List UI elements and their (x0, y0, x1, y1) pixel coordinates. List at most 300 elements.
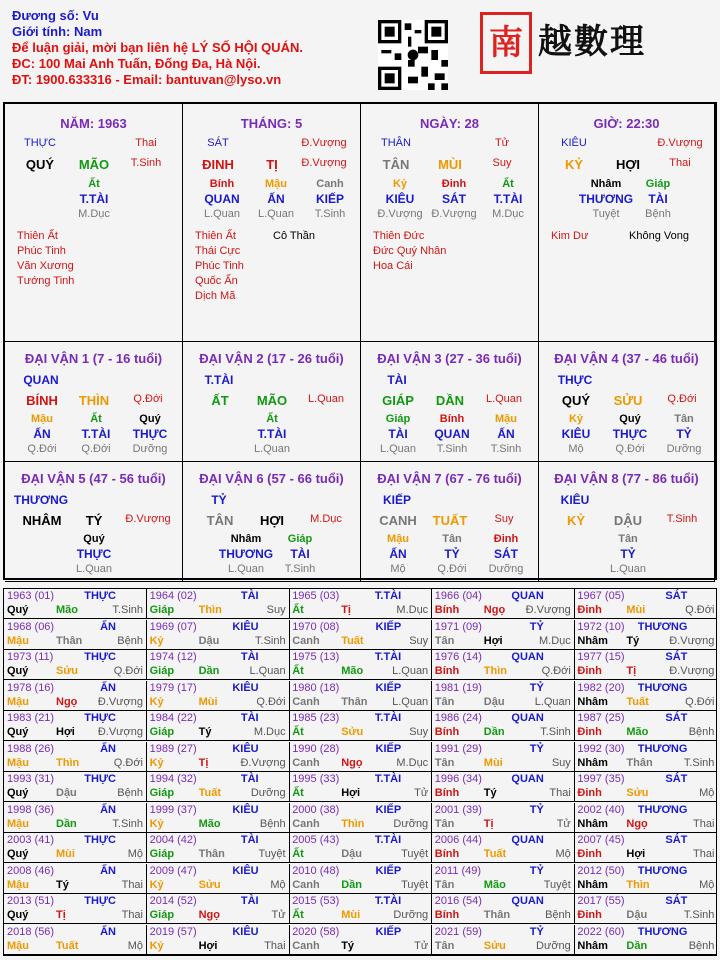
year-cell (147, 620, 290, 650)
year-chi: Tị (198, 756, 209, 769)
hidden-god: TÀI (648, 192, 668, 206)
year-cell (574, 742, 717, 772)
dai-van-hidden: Kỷ (568, 413, 584, 425)
dai-van-hidden-life: Dưỡng (132, 443, 168, 455)
dai-van-hidden: Nhâm (230, 533, 262, 545)
year-chi: Mùi (341, 909, 361, 921)
year-label: 1985 (23) (292, 712, 340, 724)
year-god: SÁT (665, 773, 688, 785)
year-chi: Thân (341, 695, 368, 708)
year-god: QUAN (511, 712, 544, 724)
year-chi: Thân (626, 756, 653, 769)
dai-van-hidden-god: SÁT (494, 547, 518, 561)
star-item: Dịch Mã (195, 290, 236, 302)
year-can: Giáp (149, 665, 175, 677)
year-cell (574, 650, 717, 680)
star-item: Văn Xương (17, 260, 74, 272)
dai-van-hidden-life: Q.Đới (615, 443, 645, 455)
year-label: 2008 (46) (7, 864, 55, 877)
year-cell (147, 589, 290, 619)
dai-van-title: ĐẠI VẬN 7 (67 - 76 tuổi) (377, 471, 522, 486)
pillar-chi: TỊ (266, 157, 278, 172)
year-god: KIẾP (375, 803, 402, 816)
pillar-god: THÂN (381, 137, 411, 149)
year-label: 1970 (08) (292, 620, 340, 633)
dai-van-god: TÀI (387, 373, 407, 387)
year-life: Mộ (270, 878, 286, 891)
year-chi: Mùi (198, 695, 218, 708)
year-god: KIÊU (232, 864, 259, 877)
hidden-life: T.Sinh (314, 208, 346, 220)
year-life: Tuyệt (401, 848, 429, 860)
year-label: 2005 (43) (292, 834, 340, 846)
dai-van-hidden: Ất (266, 413, 278, 425)
year-chi: Ngọ (56, 695, 78, 708)
year-chi: Tị (483, 817, 494, 830)
year-chi: Sửu (56, 665, 79, 677)
year-can: Giáp (149, 909, 175, 921)
year-god: THỰC (84, 651, 116, 663)
year-god: SÁT (665, 712, 688, 724)
pillar-title: NĂM: 1963 (60, 116, 127, 131)
year-life: Dưỡng (536, 939, 571, 952)
year-label: 1993 (31) (7, 773, 55, 785)
year-can: Quý (7, 848, 29, 860)
year-label: 1969 (07) (149, 620, 197, 633)
year-can: Bính (434, 665, 460, 677)
year-cell (4, 803, 147, 833)
year-god: KIÊU (232, 681, 259, 694)
year-life: Mộ (127, 939, 143, 952)
year-chi: Tị (626, 665, 637, 677)
year-chi: Tý (56, 878, 69, 891)
header-info (12, 8, 303, 88)
year-god: QUAN (511, 773, 544, 785)
dai-van-title: ĐẠI VẬN 1 (7 - 16 tuổi) (24, 351, 163, 366)
year-label: 2013 (51) (7, 895, 55, 907)
pillar-chi: MÃO (78, 157, 110, 172)
dai-van-can: ẤT (211, 393, 229, 408)
year-cell (147, 772, 290, 802)
year-label: 1996 (34) (434, 773, 482, 785)
year-god: THỰC (84, 895, 116, 907)
year-cell (432, 589, 575, 619)
year-chi: Dần (626, 939, 648, 952)
year-can: Đinh (577, 787, 602, 799)
year-can: Canh (292, 817, 320, 830)
year-cell (432, 833, 575, 863)
year-can: Giáp (149, 787, 175, 799)
year-life: Mộ (127, 848, 143, 860)
year-life: Đ.Vượng (240, 756, 286, 769)
year-cell (574, 803, 717, 833)
year-life: T.Sinh (540, 726, 571, 738)
pillar-chi: MÙI (438, 157, 462, 172)
year-life: M.Dục (396, 756, 429, 769)
pillar-title: THÁNG: 5 (240, 116, 303, 131)
pillar-title: NGÀY: 28 (420, 116, 479, 131)
year-god: TÀI (240, 773, 259, 785)
dai-van-hidden-god: ẤN (389, 547, 407, 561)
year-cell (432, 711, 575, 741)
year-cell (4, 681, 147, 711)
year-can: Nhâm (577, 695, 608, 708)
dai-van-hidden-god: T.TÀI (257, 427, 287, 441)
year-god: TÀI (240, 712, 259, 724)
year-label: 1966 (04) (434, 590, 482, 602)
year-life: Suy (266, 604, 286, 616)
year-chi: Tuất (56, 939, 79, 952)
year-label: 1992 (30) (577, 742, 625, 755)
year-label: 2021 (59) (434, 925, 482, 938)
gender-label: Giới tính: (12, 24, 71, 39)
year-label: 2012 (50) (577, 864, 625, 877)
hidden-stem: Bính (209, 178, 235, 190)
year-can: Nhâm (577, 634, 608, 647)
year-can: Kỷ (149, 634, 164, 647)
year-cell (432, 864, 575, 894)
year-label: 1988 (26) (7, 742, 55, 755)
year-can: Mậu (7, 695, 29, 708)
year-god: THỰC (84, 773, 116, 785)
year-life: Dưỡng (250, 787, 286, 799)
dai-van-hidden: Quý (83, 533, 105, 545)
year-can: Ất (292, 909, 304, 921)
dai-van-hidden-life: Mộ (568, 443, 584, 455)
year-god: TÀI (240, 895, 259, 907)
year-god: TỶ (529, 620, 544, 633)
dai-van-life: Suy (494, 513, 514, 525)
year-life: Bệnh (688, 939, 715, 952)
pillar-can: QUÝ (25, 157, 55, 172)
pillar-god: KIÊU (561, 137, 587, 149)
year-chi: Mùi (56, 848, 75, 860)
year-god: KIẾP (375, 742, 402, 755)
dai-van-hidden-life: T.Sinh (490, 443, 522, 455)
year-cell (4, 650, 147, 680)
dai-van-cell (539, 462, 715, 582)
year-can: Đinh (577, 665, 602, 677)
pillar-god: SÁT (207, 137, 229, 149)
hidden-stem: Kỷ (392, 178, 408, 190)
dai-van-hidden-god: TÀI (290, 547, 310, 561)
year-cell (147, 833, 290, 863)
year-can: Canh (292, 634, 320, 647)
year-god: SÁT (665, 895, 688, 907)
dai-van-hidden: Bính (439, 413, 465, 425)
year-cell (574, 711, 717, 741)
dai-van-cell (183, 462, 361, 582)
year-chi: Hợi (341, 787, 361, 799)
year-god: TÀI (240, 590, 259, 602)
year-label: 1987 (25) (577, 712, 625, 724)
year-can: Đinh (577, 726, 602, 738)
year-cell (289, 589, 432, 619)
year-chi: Ngọ (198, 909, 220, 921)
dai-van-can: GIÁP (382, 393, 414, 408)
year-cell (574, 864, 717, 894)
year-chi: Dậu (198, 634, 220, 647)
year-life: Bệnh (117, 787, 143, 799)
year-label: 1982 (20) (577, 681, 625, 694)
hidden-god: ẤN (267, 192, 285, 206)
year-chi: Dần (56, 817, 77, 830)
year-cell (147, 650, 290, 680)
dai-van-life: L.Quan (485, 393, 523, 405)
year-life: Q.Đới (113, 665, 143, 677)
year-label: 1995 (33) (292, 773, 340, 785)
year-life: Thai (549, 787, 571, 799)
year-chi: Tị (56, 909, 66, 921)
year-god: THỰC (84, 712, 116, 724)
pillar-cell (539, 104, 715, 342)
dai-van-god: KIẾP (382, 493, 411, 507)
year-chi: Tuất (341, 634, 364, 647)
star-item: Không Vong (629, 230, 689, 242)
qr-code-icon (378, 20, 448, 90)
dai-van-cell (539, 342, 715, 462)
hidden-life: M.Dục (78, 208, 110, 220)
year-life: Q.Đới (256, 695, 286, 708)
pillar-can: ĐINH (202, 157, 234, 172)
year-can: Canh (292, 939, 320, 952)
year-chi: Tị (341, 604, 351, 616)
year-god: T.TÀI (374, 712, 402, 724)
star-item: Kim Dư (551, 230, 589, 242)
year-can: Đinh (577, 909, 602, 921)
pillar-cell (5, 104, 183, 342)
year-can: Mậu (7, 634, 29, 647)
year-god: TỶ (529, 864, 544, 877)
year-label: 1964 (02) (149, 590, 197, 602)
year-god: KIẾP (375, 864, 402, 877)
year-cell (432, 650, 575, 680)
year-chi: Mùi (483, 756, 503, 769)
year-chi: Thân (198, 848, 225, 860)
dai-van-hidden: Mậu (387, 533, 409, 545)
year-cell (432, 620, 575, 650)
star-item: Tướng Tinh (17, 275, 75, 287)
year-cell (289, 742, 432, 772)
year-label: 2022 (60) (577, 925, 625, 938)
hidden-god: T.TÀI (493, 192, 523, 206)
year-label: 1973 (11) (7, 651, 54, 663)
year-label: 2003 (41) (7, 834, 55, 846)
year-can: Bính (434, 848, 460, 860)
year-label: 2007 (45) (577, 834, 625, 846)
dai-van-hidden-life: L.Quan (379, 443, 417, 455)
year-cell (147, 803, 290, 833)
year-can: Nhâm (577, 817, 608, 830)
year-life: Suy (409, 726, 429, 738)
year-god: T.TÀI (374, 773, 402, 785)
dai-van-hidden-life: L.Quan (609, 563, 647, 575)
year-label: 2014 (52) (149, 895, 197, 907)
dai-van-hidden: Ất (90, 413, 102, 425)
year-chi: Mão (483, 878, 506, 891)
year-life: Đ.Vượng (669, 634, 715, 647)
year-life: Bệnh (259, 817, 286, 830)
dai-van-cell (361, 462, 539, 582)
dai-van-hidden-god: TỶ (444, 547, 460, 561)
year-cell (147, 894, 290, 924)
year-god: SÁT (665, 590, 688, 602)
hidden-stem: Ất (502, 178, 514, 190)
year-life: M.Dục (396, 604, 429, 616)
year-god: THƯƠNG (637, 925, 688, 938)
year-cell (432, 925, 575, 955)
year-chi: Hợi (483, 634, 503, 647)
pillar-chi-life: T.Sinh (130, 157, 162, 169)
dai-van-hidden-life: L.Quan (227, 563, 265, 575)
year-god: T.TÀI (374, 834, 402, 846)
year-label: 2000 (38) (292, 803, 340, 816)
year-can: Bính (434, 604, 460, 616)
dai-van-hidden: Tân (618, 533, 638, 545)
year-cell (432, 681, 575, 711)
year-life: Mộ (699, 787, 715, 799)
dai-van-hidden: Quý (139, 413, 161, 425)
year-can: Tân (434, 817, 455, 830)
year-life: Thai (692, 848, 715, 860)
year-god: QUAN (511, 651, 544, 663)
pillar-god: THỰC (23, 137, 56, 149)
dai-van-hidden: Mậu (495, 413, 517, 425)
yearly-luck-table (3, 588, 717, 956)
year-chi: Hợi (626, 848, 646, 860)
year-can: Canh (292, 695, 320, 708)
year-chi: Dậu (626, 909, 648, 921)
year-can: Ất (292, 848, 304, 860)
year-life: L.Quan (392, 695, 429, 708)
year-chi: Thìn (483, 665, 508, 677)
dai-van-cell (5, 342, 183, 462)
year-chi: Thân (483, 909, 511, 921)
year-can: Bính (434, 787, 460, 799)
year-label: 2006 (44) (434, 834, 482, 846)
year-life: Tuyệt (543, 878, 571, 891)
dai-van-hidden-life: Dưỡng (666, 443, 702, 455)
year-life: Bệnh (117, 634, 143, 647)
dai-van-can: BÍNH (26, 393, 58, 408)
year-life: Q.Đới (685, 604, 715, 616)
year-life: Đ.Vượng (525, 604, 571, 616)
year-god: KIÊU (232, 925, 259, 938)
year-god: TỶ (529, 681, 544, 694)
year-label: 1991 (29) (434, 742, 482, 755)
pillar-cell (183, 104, 361, 342)
hidden-stem: Đinh (441, 178, 467, 190)
hidden-life: Tuyệt (592, 208, 620, 220)
dai-van-can: NHÂM (22, 513, 62, 528)
year-chi: Ngọ (626, 817, 648, 830)
year-chi: Mùi (626, 604, 646, 616)
year-label: 2009 (47) (149, 864, 197, 877)
year-life: Thai (264, 939, 286, 952)
year-life: Mộ (555, 848, 571, 860)
dai-van-title: ĐẠI VẬN 6 (57 - 66 tuổi) (199, 471, 344, 486)
dai-van-hidden-god: THỰC (76, 547, 112, 561)
year-god: THỰC (84, 590, 116, 602)
dai-van-title: ĐẠI VẬN 4 (37 - 46 tuổi) (554, 351, 699, 366)
year-chi: Tý (198, 726, 212, 738)
hidden-life: Đ.Vượng (377, 208, 423, 220)
year-god: TÀI (240, 834, 259, 846)
year-label: 2019 (57) (149, 925, 197, 938)
year-god: THƯƠNG (637, 803, 688, 816)
year-label: 1999 (37) (149, 803, 197, 816)
dai-van-hidden-god: THỰC (132, 427, 168, 441)
year-life: Bệnh (545, 909, 571, 921)
year-can: Mậu (7, 756, 29, 769)
star-item: Phúc Tinh (195, 260, 244, 272)
year-label: 1983 (21) (7, 712, 55, 724)
dai-van-god: T.TÀI (204, 373, 234, 387)
year-god: QUAN (511, 834, 544, 846)
year-label: 1980 (18) (292, 681, 340, 694)
year-cell (574, 772, 717, 802)
dai-van-hidden-life: L.Quan (75, 563, 113, 575)
year-label: 1972 (10) (577, 620, 625, 633)
address-line: ĐC: 100 Mai Anh Tuấn, Đống Đa, Hà Nội. (12, 56, 261, 71)
year-cell (432, 803, 575, 833)
dai-van-god: QUAN (23, 373, 59, 387)
year-god: THƯƠNG (637, 681, 688, 694)
year-cell (574, 589, 717, 619)
year-life: T.Sinh (112, 604, 143, 616)
year-can: Quý (7, 665, 29, 677)
year-chi: Sửu (483, 939, 506, 952)
year-cell (4, 742, 147, 772)
year-label: 2002 (40) (577, 803, 625, 816)
year-life: Mộ (699, 878, 715, 891)
year-can: Quý (7, 604, 29, 616)
dai-van-hidden-god: ẤN (497, 427, 515, 441)
year-chi: Thìn (198, 604, 222, 616)
dai-van-hidden: Đinh (493, 533, 519, 545)
dai-van-hidden-god: KIÊU (561, 427, 591, 441)
year-cell (4, 772, 147, 802)
year-can: Bính (434, 909, 460, 921)
hidden-stem: Giáp (645, 178, 671, 190)
hidden-stem: Ất (88, 178, 100, 190)
year-label: 2004 (42) (149, 834, 197, 846)
pillar-chi-life: Thai (669, 157, 691, 169)
year-can: Kỷ (149, 756, 164, 769)
year-can: Ất (292, 726, 304, 738)
year-label: 2015 (53) (292, 895, 340, 907)
brand-logo: 越數理 (538, 22, 646, 62)
year-life: Thai (121, 878, 143, 891)
dai-van-god: THỰC (557, 373, 593, 387)
year-life: Đ.Vượng (669, 665, 715, 677)
year-life: T.Sinh (112, 817, 143, 830)
star-item: Quốc Ấn (195, 275, 238, 287)
year-life: Tuyệt (401, 878, 429, 891)
year-life: Thai (121, 909, 143, 921)
year-can: Mậu (7, 878, 29, 891)
phone-line: ĐT: 1900.633316 - Email: bantuvan@lyso.vn (12, 72, 282, 87)
year-cell (147, 742, 290, 772)
year-label: 2001 (39) (434, 803, 482, 816)
year-cell (289, 772, 432, 802)
dai-van-can: CANH (379, 513, 417, 528)
year-can: Canh (292, 878, 320, 891)
year-can: Mậu (7, 817, 29, 830)
year-chi: Ngọ (341, 756, 363, 769)
year-label: 1967 (05) (577, 590, 625, 602)
year-chi: Tuất (198, 787, 221, 799)
